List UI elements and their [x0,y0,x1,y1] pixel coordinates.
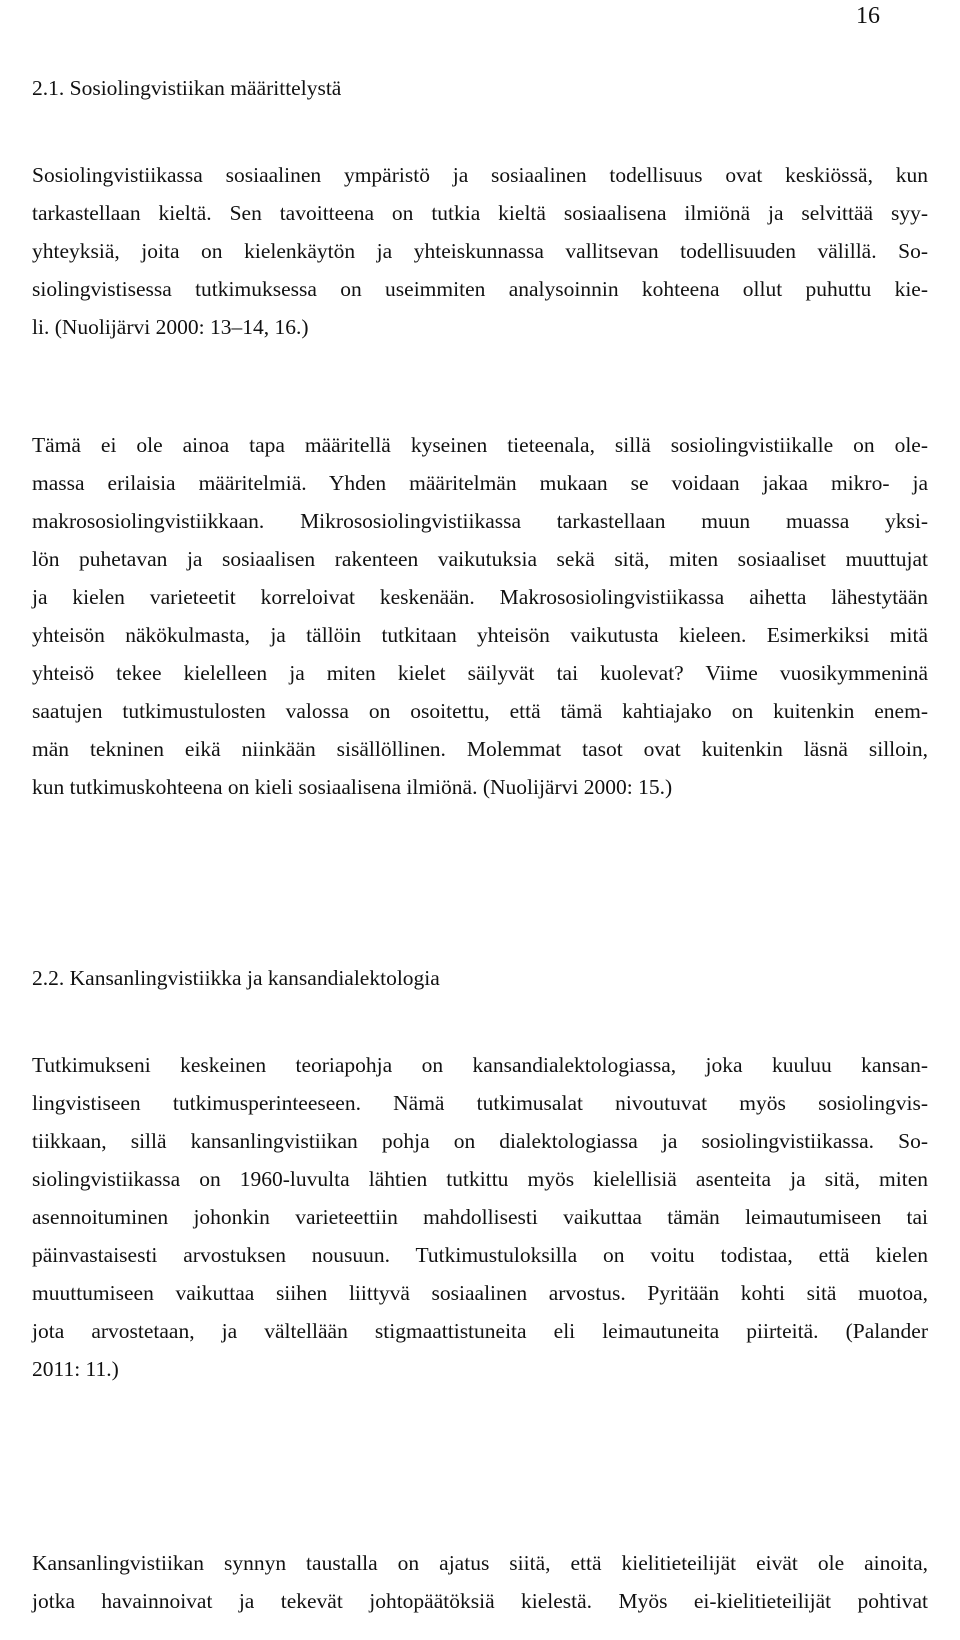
text-line: siolingvistisessa tutkimuksessa on useimmiten analysoinnin kohteena ollut puhuttu kie- [32,277,928,301]
section-heading-2-1: 2.1. Sosiolingvistiikan määrittelystä [32,76,342,100]
text-line: tiikkaan, sillä kansanlingvistiikan pohja on dialektologiassa ja sosiolingvistiikassa. So- [32,1129,928,1153]
text-line: saatujen tutkimustulosten valossa on osoitettu, että tämä kahtiajako on kuitenkin enem- [32,699,928,723]
paragraph [32,426,928,806]
text-line: yhteisön näkökulmasta, ja tällöin tutkitaan yhteisön vaikutusta kieleen. Esimerkiksi mitä [32,623,928,647]
text-line: lingvistiseen tutkimusperinteeseen. Nämä tutkimusalat nivoutuvat myös sosiolingvis- [32,1091,928,1115]
text-line: Tämä ei ole ainoa tapa määritellä kyseinen tieteenala, sillä sosiolingvistiikalle on ole- [32,433,928,457]
text-line: jota arvostetaan, ja vältellään stigmaattistuneita eli leimautuneita piirteitä. (Palander [32,1319,928,1343]
text-line: li. (Nuolijärvi 2000: 13–14, 16.) [32,315,309,339]
text-line: muuttumiseen vaikuttaa siihen liittyvä sosiaalinen arvostus. Pyritään kohti sitä muotoa, [32,1281,928,1305]
text-line: 2011: 11.) [32,1357,119,1381]
text-line: Tutkimukseni keskeinen teoriapohja on kansandialektologiassa, joka kuuluu kansan- [32,1053,928,1077]
text-line: siolingvistiikassa on 1960-luvulta lähtien tutkittu myös kielellisiä asenteita ja sitä, miten [32,1167,928,1191]
paragraph [32,156,928,346]
text-line: Sosiolingvistiikassa sosiaalinen ympäristö ja sosiaalinen todellisuus ovat keskiössä, kun [32,163,928,187]
text-line: yhteisö tekee kielelleen ja miten kielet säilyvät tai kuolevat? Viime vuosikymmeninä [32,661,928,685]
text-line: päinvastaisesti arvostuksen nousuun. Tutkimustuloksilla on voitu todistaa, että kielen [32,1243,928,1267]
text-line: lön puhetavan ja sosiaalisen rakenteen vaikutuksia sekä sitä, miten sosiaaliset muuttujat [32,547,928,571]
text-line: yhteyksiä, joita on kielenkäytön ja yhteiskunnassa vallitsevan todellisuuden välillä. So- [32,239,928,263]
text-line: jotka havainnoivat ja tekevät johtopäätöksiä kielestä. Myös ei-kielitieteilijät pohtivat [32,1589,928,1613]
section-heading-2-2: 2.2. Kansanlingvistiikka ja kansandialektologia [32,966,440,990]
text-line: män tekninen eikä niinkään sisällöllinen. Molemmat tasot ovat kuitenkin läsnä silloin, [32,737,928,761]
paragraph [32,1544,928,1620]
text-line: Kansanlingvistiikan synnyn taustalla on ajatus siitä, että kielitieteilijät eivät ole ainoita, [32,1551,928,1575]
paragraph [32,1046,928,1388]
text-line: massa erilaisia määritelmiä. Yhden määritelmän mukaan se voidaan jakaa mikro- ja [32,471,928,495]
text-line: kun tutkimuskohteena on kieli sosiaalisena ilmiönä. (Nuolijärvi 2000: 15.) [32,775,673,799]
text-line: ja kielen varieteetit korreloivat keskenään. Makrososiolingvistiikassa aihetta lähestytään [32,585,928,609]
text-line: tarkastellaan kieltä. Sen tavoitteena on tutkia kieltä sosiaalisena ilmiönä ja selvittää syy- [32,201,928,225]
page-number: 16 [856,3,880,29]
text-line: asennoituminen johonkin varieteettiin mahdollisesti vaikuttaa tämän leimautumiseen tai [32,1205,928,1229]
text-line: makrososiolingvistiikkaan. Mikrososiolingvistiikassa tarkastellaan muun muassa yksi- [32,509,928,533]
